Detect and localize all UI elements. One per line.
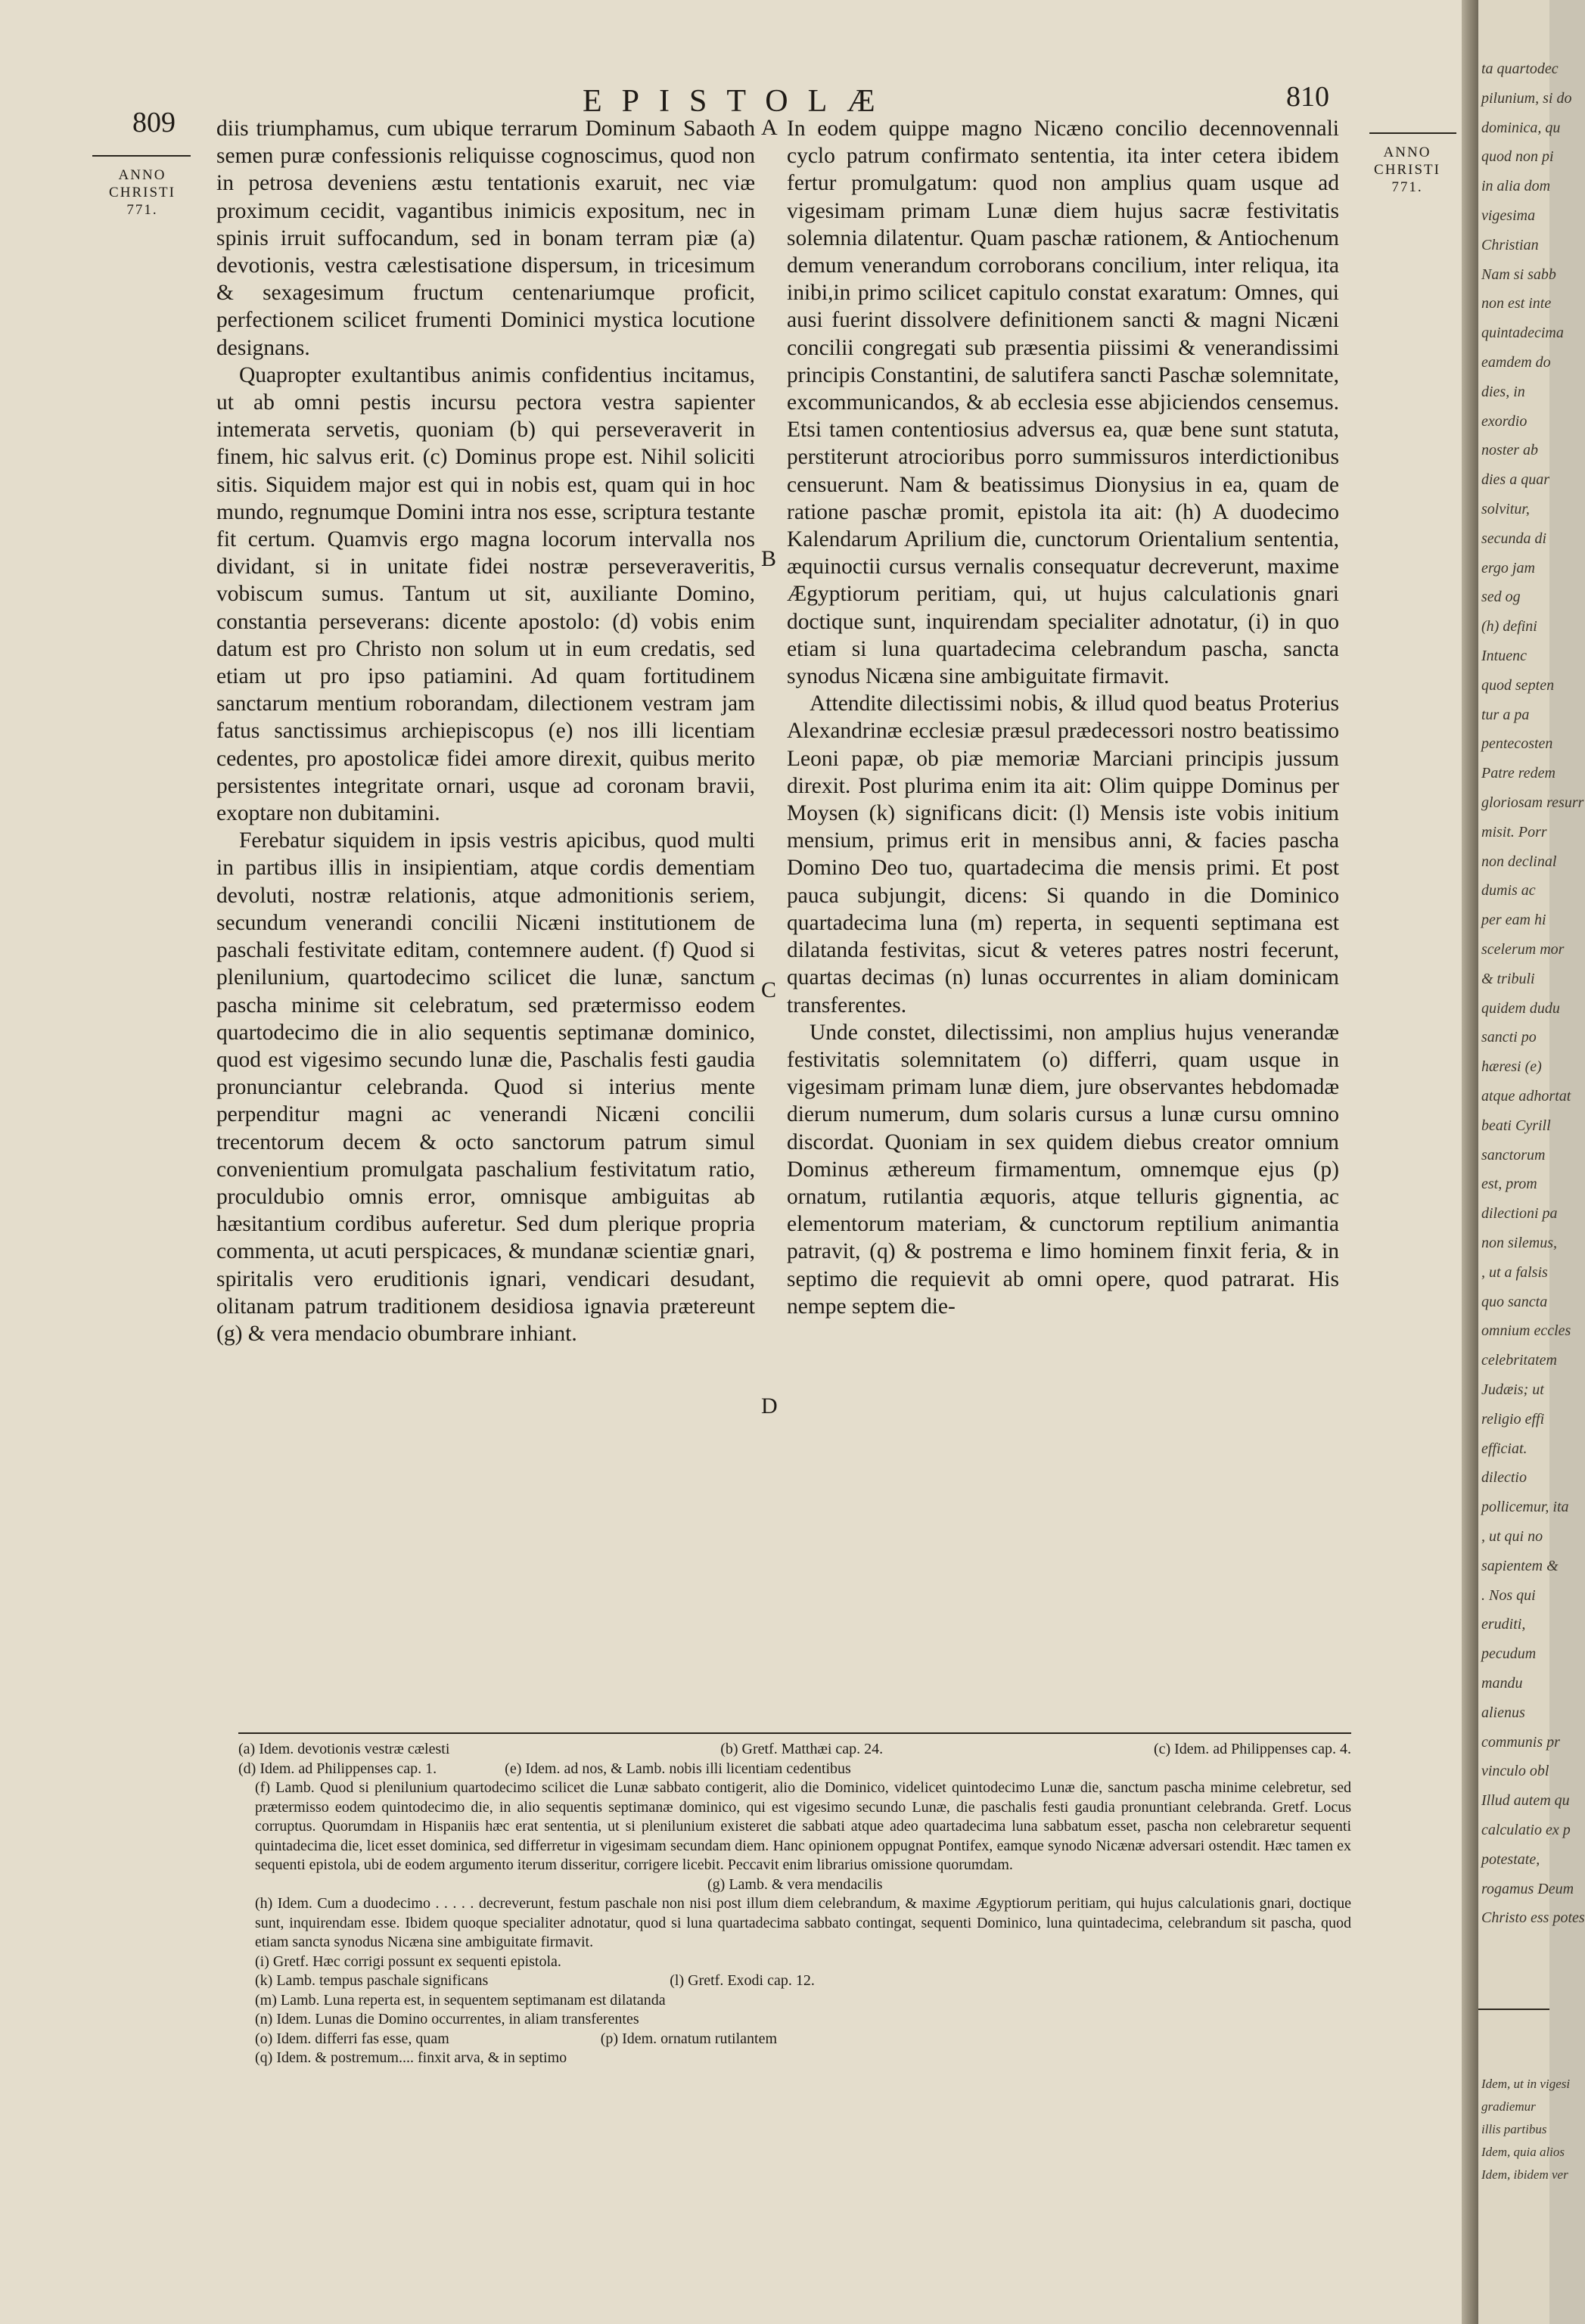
marginal-christi: CHRISTI	[1374, 162, 1440, 178]
paragraph: Unde constet, dilectissimi, non amplius hujus venerandæ festivitatis solemnitatem (o) differri, quam usque in vigesimam primam lunæ diem, jure observantes hebdomadæ dierum numerum, dum solaris cursus a lunæ cursu omnino discordat. Quoniam in sex quidem diebus creator omnium Dominus æthereum firmamentum, omnemque ejus (p) ornatum, rutilantia æquoris, atque telluris gignentia, ac elementorum materiam, & cunctorum reptilium animantia patravit, (q) & postrema e limo hominem finxit feria, & in septimo die requievit ab omni opere, quod patrarat. His nempe septem die-	[787, 1020, 1339, 1319]
section-mark-d: D	[761, 1393, 778, 1418]
footnote-l: (l) Gretf. Exodi cap. 12.	[670, 1972, 815, 1989]
facing-page-line: dies a quar	[1481, 471, 1549, 489]
facing-page-line: Intuenc	[1481, 648, 1527, 664]
marginal-year: 771.	[126, 202, 158, 218]
facing-page-line: non declinal	[1481, 853, 1557, 870]
facing-page-line: calculatio ex p	[1481, 1822, 1571, 1838]
facing-page-line: sed og	[1481, 589, 1521, 606]
facing-page-line: sanctorum	[1481, 1146, 1546, 1164]
facing-page-line: communis pr	[1481, 1733, 1560, 1751]
facing-page-line: secunda di	[1481, 530, 1547, 547]
footnote-a: (a) Idem. devotionis vestræ cælesti	[238, 1741, 450, 1757]
facing-page-line: dies, in	[1481, 383, 1525, 400]
left-column	[216, 115, 755, 1347]
paragraph: diis triumphamus, cum ubique terrarum Dominum Sabaoth semen puræ confessionis reliquisse cognoscimus, quod non in petrosa deveniens æstu tentationis exaruit, nec viæ proximum cecidit, vagantibus inimicis expositum, nec in spinis irruit suffocandum, sed in bonam terram piæ (a) devotionis, vestra cælestisatione dispersum, in tricesimum & sexagesimum fructum centenariumque proficit, perfectionem scilicet frumenti Dominici mystica locutione designans.	[216, 117, 755, 360]
facing-page-footnote: illis partibus	[1481, 2122, 1547, 2136]
marginal-christi: CHRISTI	[109, 185, 176, 200]
facing-page-line: eruditi,	[1481, 1616, 1526, 1633]
facing-page-line: alienus	[1481, 1704, 1525, 1721]
facing-page-line: rogamus Deum	[1481, 1880, 1574, 1897]
marginal-rule-right	[1369, 132, 1456, 134]
footnote-e: (e) Idem. ad nos, & Lamb. nobis illi licentiam cedentibus	[505, 1760, 851, 1777]
facing-page-line: celebritatem	[1481, 1352, 1557, 1369]
facing-page-line: religio effi	[1481, 1410, 1545, 1428]
facing-page-line: per eam hi	[1481, 912, 1546, 929]
facing-page-line: ergo jam	[1481, 559, 1535, 576]
facing-page-line: hæresi (e)	[1481, 1058, 1542, 1076]
facing-page-line: Illud autem qu	[1481, 1792, 1570, 1810]
facing-page-line: sapientem &	[1481, 1557, 1559, 1574]
facing-page-line: dilectio	[1481, 1469, 1527, 1487]
facing-page-line: sancti po	[1481, 1029, 1537, 1046]
paragraph: Attendite dilectissimi nobis, & illud quod beatus Proterius Alexandrinæ ecclesiæ præsul prædecessori nostro beatissimo Leoni papæ, ob piæ memoriæ Marciani principis jussum direxit. Post plurima enim ita ait: Olim quippe Dominus per Moysen (k) significans dicit: (l) Mensis iste vobis initium mensium, primus erit in mensibus anni, & facies pascha Domino Deo tuo, quartadecima die mensis primi. Et post pauca subjungit, dicens: Si quando in die Dominico quartadecima luna (m) reperta, in sequenti septimana est dilatanda festivitas, sicut & veteres patres nostri fecerunt, quartas decimas (n) lunas occurrentes in aliam dominicam transferentes.	[787, 691, 1339, 1018]
facing-page-line: potestate,	[1481, 1850, 1540, 1868]
facing-page-line: non silemus,	[1481, 1235, 1557, 1251]
footnote-h: (h) Idem. Cum a duodecimo . . . . . decreverunt, festum paschale non nisi post illum diem celebrandum, & maxime Ægyptiorum peritiam, qui hujus calculationis gnari, doctique sunt, inquirendam esse. Ibidem quoque specialiter adnotatur, quod si luna quartadecima sabbato contingat, sequenti Dominico, luna quintadecima, celebrandum sit pascha, quod etiam sancta synodus Nicæna sine ambiguitate firmavit.	[255, 1895, 1351, 1950]
marginal-anno: ANNO	[118, 167, 166, 183]
book-gutter	[1462, 0, 1478, 2324]
footnote-row	[238, 1760, 1351, 1779]
paragraph: Quapropter exultantibus animis confidentius incitamus, ut ab omni pestis incursu pectora vestra sapienter intemerata servetis, quoniam (b) qui perseveraverit in finem, hic salvus erit. (c) Dominus prope est. Nihil soliciti sitis. Siquidem major est qui in nobis est, quam qui in hoc mundo, regnumque Domini intra nos esse, scriptura testante fit certum. Quamvis ergo magna locorum intervalla nos dividant, si in unitate fidei nostræ perseveraveritis, vobiscum sumus. Tantum ut sit, auxiliante Domino, constantia perseverans: dicente apostolo: (d) vobis enim datum est pro Christo non solum ut in eum credatis, sed etiam ut pro ipso patiamini. Ad quam fortitudinem sanctarum mentium roborandam, dilectionem vestram jam fatus sanctissimus archiepiscopus (e) nos illi licentiam cedentes, pro apostolicæ fidei amore direxit, quibus merito persistentes integritate ornari, usque ad coronam bravii, exoptare non dubitamini.	[216, 362, 755, 826]
marginal-anno: ANNO	[1383, 144, 1431, 160]
footnote-i: (i) Gretf. Hæc corrigi possunt ex sequenti epistola.	[255, 1953, 561, 1970]
facing-page-line: mandu	[1481, 1675, 1523, 1692]
paragraph: In eodem quippe magno Nicæno concilio decennovennali cyclo patrum confirmato sententia, ita inter cetera ibidem fertur promulgatum: quod non amplius quam usque ad vigesimam primam Lunæ diem hujus sacræ festivitatis solemnia dilatentur. Quam paschæ rationem, & Antiochenum demum venerandum corroborans concilium, inter reliqua, ita inibi,in primo scilicet capitulo constat exaratum: Omnes, qui ausi fuerint dissolvere definitionem sancti & magni Nicæni concilii congregati sub præsentia piissimi & venerandissimi principis Constantini, de salutifera sancti Paschæ solemnitate, excommunicandos, & ab ecclesia esse abjiciendos censemus. Etsi tamen contentiosius adversus ea, quæ bene sunt statuta, perstiterunt atrocioribus porro summissuros interdictionibus censuerunt. Nam & beatissimus Dionysius in ea, quam de ratione paschæ promit, epistola ita ait: (h) A duodecimo Kalendarum Aprilium die, cunctorum Orientalium sententia, æquinoctii cursus vernalis consequatur decreverunt, maxime Ægyptiorum peritiam, qui, ut hujus calculationis gnari doctique sunt, inquirendam specialiter adnotatur, (i) in quo etiam si luna quartadecima celebrandum pascha, sancta synodus Nicæna sine ambiguitate firmavit.	[787, 117, 1339, 689]
footnote-row	[238, 1740, 1351, 1760]
facing-page-line: in alia dom	[1481, 178, 1551, 195]
facing-page-line: eamdem do	[1481, 354, 1551, 371]
marginal-year: 771.	[1391, 179, 1423, 195]
facing-page-line: Christo ess potes	[1481, 1909, 1585, 1927]
section-mark-a: A	[761, 115, 778, 140]
facing-page-line: quod septen	[1481, 676, 1555, 694]
facing-page-footnote: Idem, quia alios	[1481, 2145, 1565, 2159]
facing-page-line: gloriosam resurr	[1481, 794, 1584, 811]
facing-page-line: exordio	[1481, 412, 1528, 430]
footnote-c: (c) Idem. ad Philippenses cap. 4.	[1153, 1741, 1351, 1757]
footnote-p: (p) Idem. ornatum rutilantem	[600, 2030, 778, 2047]
facing-page-line: pollicemur, ita	[1481, 1499, 1569, 1516]
footnote-b: (b) Gretf. Matthæi cap. 24.	[720, 1741, 884, 1757]
facing-page-line: Patre redem	[1481, 765, 1555, 782]
facing-page-footnote: gradiemur	[1481, 2099, 1536, 2114]
facing-page-line: , ut qui no	[1481, 1528, 1543, 1545]
facing-page-line: (h) defini	[1481, 618, 1537, 635]
facing-page-footnote: Idem, ut in vigesi	[1481, 2077, 1571, 2091]
facing-page-line: scelerum mor	[1481, 941, 1565, 958]
footnote-d: (d) Idem. ad Philippenses cap. 1.	[238, 1760, 437, 1777]
right-column	[787, 115, 1339, 1320]
marginal-note-left	[89, 166, 195, 219]
facing-page-rule	[1478, 2009, 1549, 2010]
page-number-left: 809	[132, 107, 176, 138]
paragraph: Ferebatur siquidem in ipsis vestris apicibus, quod multi in partibus illis in insipientiam, atque cordis dementiam devoluti, nostræ relationis, atque admonitionis seriem, secundum venerandi concilii Nicæni institutionem de paschali festivitate editam, contemnere audent. (f) Quod si plenilunium, quartodecimo scilicet die lunæ, sanctum pascha minime sit celebratum, sed prætermisso eodem quartodecimo die in alio sequentis septimanæ dominico, quod est vigesimo secundo lunæ die, Paschalis festi gaudia pronunciantur celebranda. Quod si interius mente perpenditur magni ac venerandi Nicæni concilii trecentorum decem & octo sanctorum patrum simul convenientium promulgata paschalium festivitatum ratio, proculdubio omnis error, omnisque ambiguitas ab hæsitantium cordibus auferetur. Sed dum plerique propria commenta, ut acuti perspicaces, & mundanæ scientiæ gnari, spiritalis vero eruditionis ignari, vendicari desudant, olitanam patrum traditionem desidiosa ignavia prætereunt (g) & vera mendacio obumbrare inhiant.	[216, 828, 755, 1346]
facing-page-line: non est inte	[1481, 295, 1552, 312]
facing-page-line: dilectioni pa	[1481, 1205, 1558, 1223]
facing-page-line: pentecosten	[1481, 735, 1553, 753]
facing-page-line: Judæis; ut	[1481, 1381, 1544, 1398]
facing-page-line: pilunium, si do	[1481, 89, 1572, 107]
footnote-row	[238, 1971, 1351, 1991]
facing-page-line: ta quartodec	[1481, 61, 1559, 77]
section-mark-b: B	[761, 546, 777, 571]
facing-page-line: misit. Porr	[1481, 823, 1547, 840]
section-mark-c: C	[761, 977, 777, 1002]
facing-page-line: solvitur,	[1481, 501, 1530, 517]
facing-page-line: quidem dudu	[1481, 999, 1560, 1017]
facing-page-line: beati Cyrill	[1481, 1117, 1551, 1134]
facing-page-line: Nam si sabb	[1481, 266, 1556, 283]
footnote-row	[238, 2030, 1351, 2049]
facing-page-line: dumis ac	[1481, 882, 1536, 899]
facing-page-line: omnium eccles	[1481, 1322, 1571, 1340]
marginal-rule-left	[92, 155, 191, 157]
marginal-note-right	[1354, 144, 1460, 196]
facing-page-line: pecudum	[1481, 1645, 1537, 1663]
facing-page-line: tur a pa	[1481, 706, 1530, 723]
facing-page-line: est, prom	[1481, 1176, 1537, 1193]
facing-page-line: & tribuli	[1481, 970, 1535, 987]
facing-page-line: noster ab	[1481, 442, 1538, 459]
facing-page-fragment	[1478, 0, 1585, 2324]
facing-page-line: quo sancta	[1481, 1293, 1548, 1310]
facing-page-line: . Nos qui	[1481, 1586, 1536, 1604]
footnote-q: (q) Idem. & postremum.... finxit arva, & in septimo	[255, 2049, 567, 2066]
facing-page-line: efficiat.	[1481, 1440, 1528, 1457]
facing-page-line: , ut a falsis	[1481, 1263, 1548, 1281]
footnote-n: (n) Idem. Lunas die Domino occurrentes, in aliam transferentes	[255, 2011, 639, 2027]
footnote-k: (k) Lamb. tempus paschale significans	[255, 1972, 489, 1989]
footnote-f: (f) Lamb. Quod si plenilunium quartodecimo scilicet die Lunæ sabbato contigerit, alio die Dominico, videlicet quintodecimo Lunæ die, sanctum pascha minime celebretur, sed prætermisso eodem quintodecimo die, in alio sequentis septimanæ dominico, qui est vigesimo secundo Lunæ, die paschalis festi gaudia pronuntiant celebranda. Gretf. Locus corruptus. Quorumdam in Hispaniis hæc erat sententia, ut si plenilunium existeret die sabbati atque adeo quartadecima luna sabbatum esset, pascha non celebraretur sequenti quintadecima die, licet esset dominica, sed differretur in vigesimam secundam diem. Hanc opinionem oppugnat Pontifex, eamque synodo Nicænæ adversari ostendit. Hæc tamen ex sequenti epistola, ubi de eodem argumento iterum disseritur, corrigere licebit. Peccavit enim librarius omissione quorumdam.	[255, 1779, 1351, 1873]
footnote-m: (m) Lamb. Luna reperta est, in sequentem septimanam est dilatanda	[255, 1991, 666, 2009]
running-title: EPISTOLÆ	[583, 84, 895, 119]
facing-page-footnote: Idem, ibidem ver	[1481, 2167, 1568, 2182]
footnote-o: (o) Idem. differri fas esse, quam	[255, 2030, 449, 2047]
facing-page-line: Christian	[1481, 236, 1539, 253]
facing-page-line: dominica, qu	[1481, 119, 1561, 136]
facing-page-line: atque adhortat	[1481, 1088, 1571, 1105]
footnote-divider	[238, 1732, 1351, 1734]
page-number-right: 810	[1286, 81, 1329, 113]
footnote-g: (g) Lamb. & vera mendacilis	[707, 1875, 883, 1893]
facing-page-line: quod non pi	[1481, 148, 1554, 166]
facing-page-line: quintadecima	[1481, 325, 1564, 342]
facing-page-line: vinculo obl	[1481, 1763, 1549, 1780]
footnotes	[238, 1740, 1351, 2068]
facing-page-line: vigesima	[1481, 207, 1536, 224]
